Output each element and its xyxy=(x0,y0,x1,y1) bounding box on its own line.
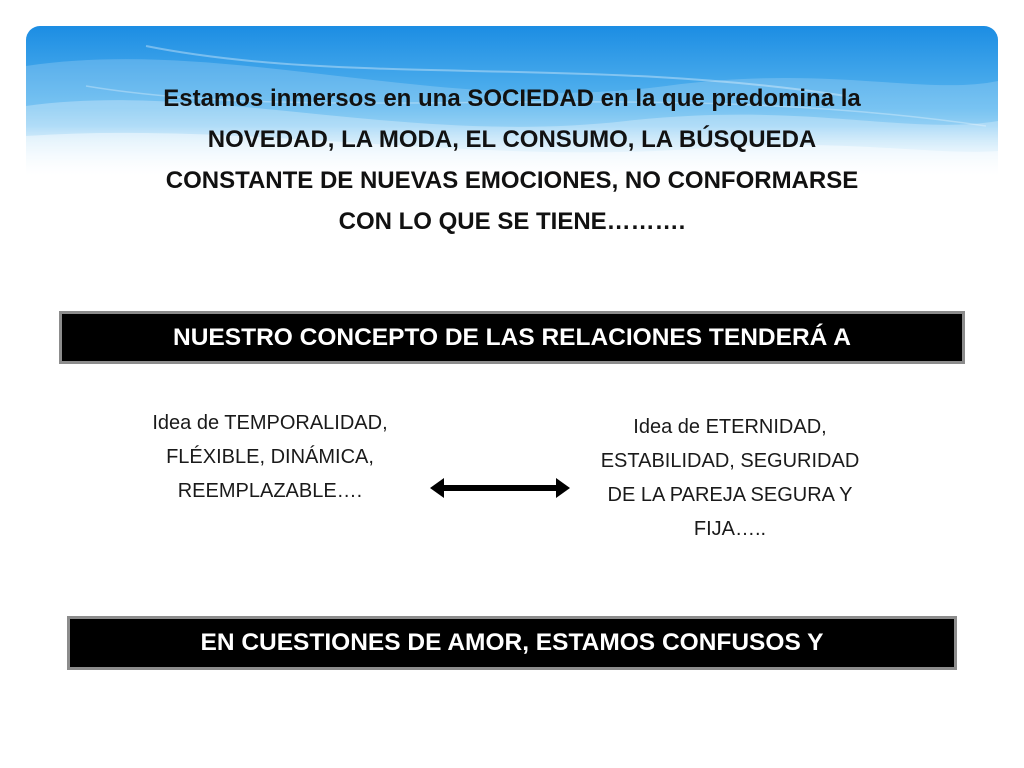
intro-text: Estamos inmersos en una SOCIEDAD en la que predomina la NOVEDAD, LA MODA, EL CONSUMO, LA BÚSQUEDA CONSTANTE DE NUEVAS EMOCIONES, NO CONFORMARSE CON LO QUE SE TIENE………. xyxy=(163,85,861,235)
idea-left-text: Idea de TEMPORALIDAD, FLÉXIBLE, DINÁMICA, REEMPLAZABLE…. xyxy=(152,412,388,502)
love-confusion-bar: EN CUESTIONES DE AMOR, ESTAMOS CONFUSOS Y xyxy=(67,616,957,670)
idea-right-text: Idea de ETERNIDAD, ESTABILIDAD, SEGURIDAD DE LA PAREJA SEGURA Y FIJA….. xyxy=(600,416,860,540)
relations-bar: NUESTRO CONCEPTO DE LAS RELACIONES TENDERÁ A xyxy=(59,311,965,364)
double-headed-arrow-icon xyxy=(430,474,570,502)
